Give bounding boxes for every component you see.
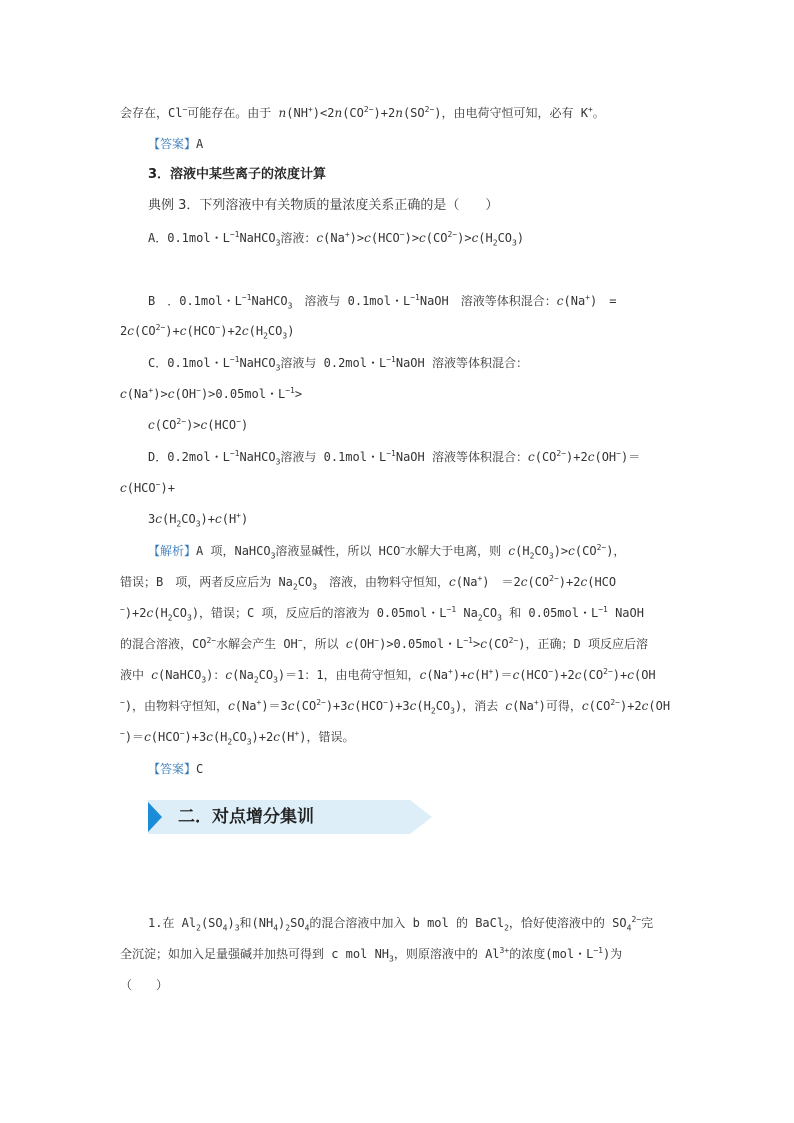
- analysis-tag: 【解析】: [148, 544, 197, 558]
- example-3-stem: 典例 3．下列溶液中有关物质的量浓度关系正确的是（ ）: [148, 198, 499, 213]
- option-c-line3: $c(CO^{2-})>c(HCO^-)$: [148, 417, 249, 432]
- banner-title: 二．对点增分集训: [178, 807, 314, 827]
- analysis-line2: 错误；B 项，两者反应后为 $Na_2CO_3$ 溶液，由物料守恒知，c(Na+) $=2c(CO^{2-})+2c(HCO$: [120, 574, 617, 592]
- section-3-title: 3．溶液中某些离子的浓度计算: [148, 167, 327, 182]
- analysis-line7: $^-)=c(HCO^-)+3c(H_2CO_3)+2c(H^+)$，错误。: [120, 729, 355, 747]
- answer-line-c: [148, 760, 203, 778]
- option-a: A．0.1mol・$L^{-1}NaHCO_3$溶液：$c(Na^+)>c(HCO^-)>c(CO^{2-})>c(H_2CO_3)$: [148, 230, 525, 248]
- option-d-line3: $3c(H_2CO_3)+c(H^+)$: [148, 511, 249, 529]
- analysis-line1: 【解析】A 项，NaHCO$_3$溶液显碱性，所以 HCO−水解大于电离，则 $c(H_2CO_3)>c(CO^{2-})$，: [148, 543, 626, 561]
- option-c-line1: C．0.1mol・$L^{-1}NaHCO_3$溶液与 0.2mol・$L^{-1}NaOH$ 溶液等体积混合：: [148, 355, 528, 373]
- analysis-line5: 液中 c(NaHCO$_3$)：$c(Na_2CO_3)=1$：1，由电荷守恒知，$c(Na^+)+c(H^+)=c(HCO^-)+2c(CO^{2-})+c(OH$: [120, 667, 656, 685]
- option-d-line1: D．0.2mol・$L^{-1}NaHCO_3$溶液与 0.1mol・$L^{-1}NaOH$ 溶液等体积混合：$c(CO^{2-})+2c(OH^-)=$: [148, 449, 641, 467]
- answer-tag: 【答案】: [148, 762, 197, 776]
- answer-tag: 【答案】: [148, 137, 197, 151]
- answer-value: C: [196, 762, 204, 776]
- option-b-line2: $2c(CO^{2-})+c(HCO^-)+2c(H_2CO_3)$: [120, 323, 295, 341]
- option-b-line1: B ．0.1mol・$L^{-1}NaHCO_3$ 溶液与 0.1mol・$L^{-1}NaOH$ 溶液等体积混合：c(Na+) =: [148, 293, 617, 311]
- analysis-line3: $^-)+2c(H_2CO_3)$，错误；C 项，反应后的溶液为 0.05mol・$L^{-1}$ $Na_2CO_3$ 和 0.05mol・$L^{-1}$ NaOH: [120, 605, 644, 623]
- option-c-line2: c(Na+)>c(OH−)>0.05mol・$L^{-1}>$: [120, 386, 303, 401]
- question-1-line1: 1.在 $Al_2(SO_4)_3$和$(NH_4)_2SO_4$的混合溶液中加入 b mol 的 BaCl$_2$，恰好使溶液中的 $SO_4^{2-}$完: [148, 915, 654, 933]
- analysis-line6: −)，由物料守恒知，$c(Na^+)=3c(CO^{2-})+3c(HCO^-)+3c(H_2CO_3)$，消去 c(Na+)可得，$c(CO^{2-})+2c(OH$: [120, 698, 671, 716]
- question-1-line3: （ ）: [120, 978, 169, 992]
- answer-line-a: [148, 135, 203, 153]
- question-1-line2: 全沉淀；如加入足量强碱并加热可得到 c mol $NH_3$，则原溶液中的 $Al^{3+}$的浓度(mol・$L^{-1}$)为: [120, 946, 623, 964]
- option-d-line2: c(HCO−)+: [120, 480, 175, 495]
- answer-value: A: [196, 137, 204, 151]
- section-banner: [148, 800, 432, 834]
- line-electric-charge: 会存在，Cl−可能存在。由于 $n(NH^+)<2n(CO^{2-})+2n(SO^{2-})$，由电荷守恒可知，必有 K+。: [120, 105, 605, 120]
- analysis-line4: 的混合溶液，$CO^{2-}$水解会产生 OH−，所以 c(OH−)>0.05mol・$L^{-1}>c(CO^{2-})$，正确；D 项反应后溶: [120, 636, 648, 651]
